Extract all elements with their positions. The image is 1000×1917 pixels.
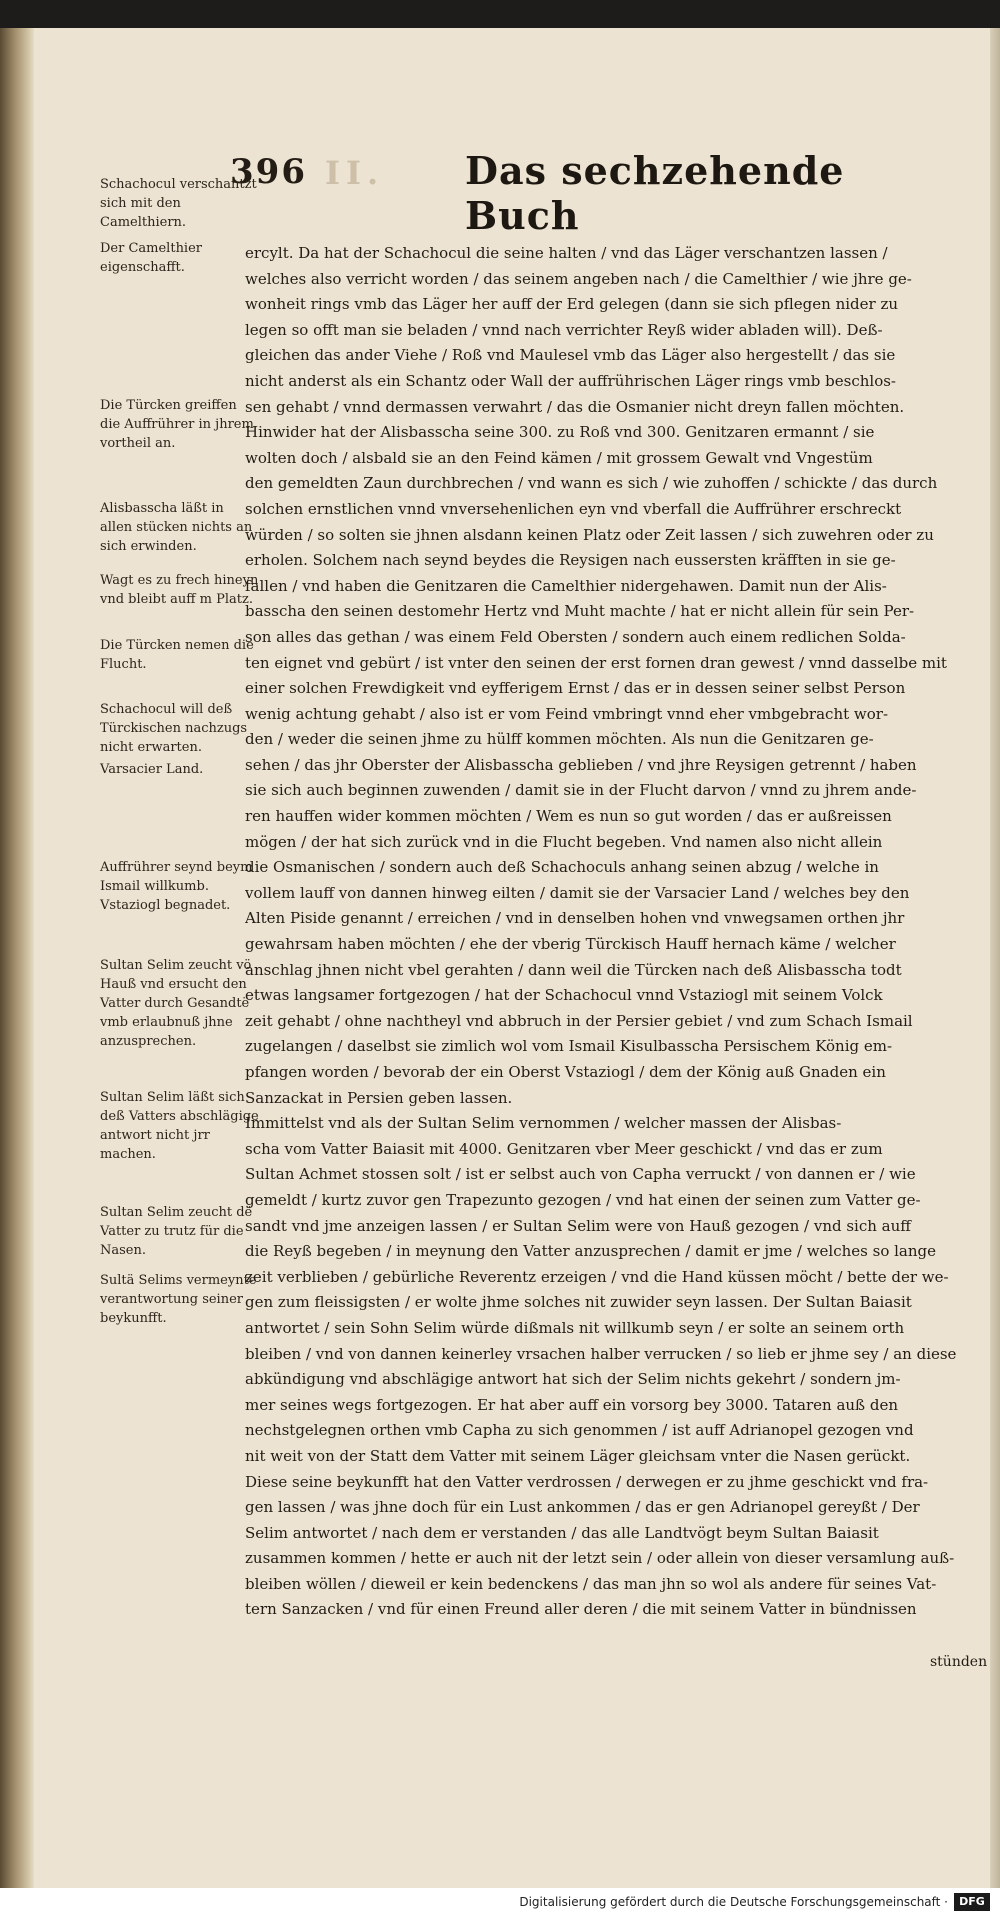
text-line: antwortet / sein Sohn Selim würde dißmals nit willkumb seyn / er solte an seinem orth — [245, 1318, 905, 1337]
text-line: den / weder die seinen jhme zu hülff kommen möchten. Als nun die Genitzaren ge- — [245, 730, 874, 749]
text-line: Immittelst vnd als der Sultan Selim vernommen / welcher massen der Alisbas- — [245, 1114, 842, 1133]
text-line: wonheit rings vmb das Läger her auff der Erd gelegen (dann sie sich pflegen nider zu — [245, 295, 899, 314]
text-line: gen zum fleissigsten / er wolte jhme solches nit zuwider seyn lassen. Der Sultan Baiasit — [245, 1293, 912, 1312]
marginal-note: Sultan Selim zeucht vö Hauß vnd ersucht den Vatter durch Gesandtë vmb erlaubnuß jhne anzusprechen. — [100, 958, 252, 1049]
text-line: ercylt. Da hat der Schachocul die seine halten / vnd das Läger verschantzen lassen / — [245, 244, 888, 262]
marginal-note: Wagt es zu frech hineyn vnd bleibt auff m Platz. — [100, 573, 259, 607]
text-line: gemeldt / kurtz zuvor gen Trapezunto gezogen / vnd hat einen der seinen zum Vatter ge- — [245, 1190, 921, 1209]
text-line: fallen / vnd haben die Genitzaren die Camelthier nidergehawen. Damit nun der Alis- — [245, 576, 887, 595]
marginal-note: Schachocul will deß Türckischen nachzugs nicht erwarten. — [100, 702, 248, 755]
text-line: basscha den seinen destomehr Hertz vnd Muht machte / hat er nicht allein für sein Per- — [245, 602, 915, 621]
text-line: nechstgelegnen orthen vmb Capha zu sich genommen / ist auff Adrianopel gezogen vnd — [245, 1421, 914, 1440]
text-line: welches also verricht worden / das seinem angeben nach / die Camelthier / wie jhre ge- — [245, 269, 912, 288]
text-line: die Reyß begeben / in meynung den Vatter anzusprechen / damit er jme / welches so lange — [245, 1242, 937, 1261]
text-line: anschlag jhnen nicht vbel gerahten / dann weil die Türcken nach deß Alisbasscha todt — [245, 960, 902, 979]
marginal-note: Varsacier Land. — [100, 762, 204, 777]
text-line: zeit gehabt / ohne nachtheyl vnd abbruch in der Persier gebiet / vnd zum Schach Ismail — [245, 1011, 913, 1030]
marginal-note: Die Türcken greiffen die Auffrührer in jhrem vortheil an. — [100, 398, 254, 451]
text-line: Sanzackat in Persien geben lassen. — [245, 1088, 513, 1107]
digitization-footer — [0, 1888, 1000, 1917]
marginal-note: Sultan Selim zeucht dë Vatter zu trutz für die Nasen. — [100, 1205, 253, 1258]
text-line: Alten Piside genannt / erreichen / vnd in denselben hohen vnd vnwegsamen orthen jhr — [245, 909, 905, 928]
text-line: wenig achtung gehabt / also ist er vom Feind vmbringt vnnd eher vmbgebracht wor- — [245, 704, 889, 723]
dfg-logo: DFG — [954, 1893, 990, 1911]
text-line: tern Sanzacken / vnd für einen Freund aller deren / die mit seinem Vatter in bündnissen — [245, 1600, 917, 1619]
text-line: legen so offt man sie beladen / vnnd nach verrichter Reyß wider abladen will). Deß- — [245, 320, 883, 339]
text-line: bleiben / vnd von dannen keinerley vrsachen halber verrucken / so lieb er jhme sey / an diese — [245, 1344, 957, 1363]
text-line: Hinwider hat der Alisbasscha seine 300. zu Roß vnd 300. Genitzaren ermannt / sie — [245, 423, 875, 442]
page-number: 396 — [230, 152, 307, 192]
body-text — [245, 241, 980, 1623]
marginal-note: Auffrührer seynd beym Ismail willkumb. Vstaziogl begnadet. — [100, 860, 253, 913]
text-line: zusammen kommen / hette er auch nit der letzt sein / oder allein von dieser versamlung auß- — [245, 1549, 955, 1568]
marginal-note: Alisbasscha läßt in allen stücken nichts an sich erwinden. — [100, 501, 253, 554]
text-line: son alles das gethan / was einem Feld Obersten / sondern auch einem redlichen Solda- — [245, 627, 906, 646]
text-line: sehen / das jhr Oberster der Alisbasscha geblieben / vnd jhre Reysigen getrennt / haben — [245, 755, 917, 774]
marginal-note: Schachocul verschantzt sich mit den Camelthiern. — [100, 177, 257, 230]
bleed-through-text: II. — [325, 154, 385, 192]
text-line: gleichen das ander Viehe / Roß vnd Maulesel vmb das Läger also hergestellt / das sie — [245, 346, 896, 365]
text-line: sie sich auch beginnen zuwenden / damit sie in der Flucht darvon / vnnd zu jhrem ande- — [245, 781, 917, 800]
text-line: mer seines wegs fortgezogen. Er hat aber auff ein vorsorg bey 3000. Tataren auß den — [245, 1395, 898, 1414]
text-line: würden / so solten sie jhnen alsdann keinen Platz oder Zeit lassen / sich zuwehren oder zu — [245, 525, 934, 544]
page-edge — [990, 28, 1000, 1888]
text-line: bleiben wöllen / dieweil er kein bedenckens / das man jhn so wol als andere für seines Vat- — [245, 1574, 937, 1593]
text-line: Diese seine beykunfft hat den Vatter verdrossen / derwegen er zu jhme geschickt vnd fra- — [245, 1472, 929, 1491]
text-line: zeit verblieben / gebürliche Reverentz erzeigen / vnd die Hand küssen möcht / bette der we- — [245, 1267, 949, 1286]
text-line: wolten doch / alsbald sie an den Feind kämen / mit grossem Gewalt vnd Vngestüm — [245, 448, 873, 467]
book-spine — [0, 28, 34, 1888]
text-line: ten eignet vnd gebürt / ist vnter den seinen der erst fornen dran gewest / vnnd dasselbe mit — [245, 653, 947, 672]
text-line: den gemeldten Zaun durchbrechen / vnd wann es sich / wie zuhoffen / schickte / das durch — [245, 474, 938, 493]
text-line: Sultan Achmet stossen solt / ist er selbst auch von Capha verruckt / von dannen er / wie — [245, 1165, 916, 1184]
text-line: Selim antwortet / nach dem er verstanden / das alle Landtvögt beym Sultan Baiasit — [245, 1523, 879, 1542]
text-line: erholen. Solchem nach seynd beydes die Reysigen nach eussersten kräfften in sie ge- — [245, 551, 896, 570]
text-line: ren hauffen wider kommen möchten / Wem es nun so gut worden / das er außreissen — [245, 807, 892, 826]
marginal-note: Sultan Selim läßt sich deß Vatters abschlägige antwort nicht jrr machen. — [100, 1090, 259, 1162]
text-line: sandt vnd jme anzeigen lassen / er Sultan Selim were von Hauß gezogen / vnd sich auff — [245, 1216, 911, 1235]
marginal-note: Die Türcken nemen die Flucht. — [100, 638, 254, 672]
text-line: abkündigung vnd abschlägige antwort hat sich der Selim nichts gekehrt / sondern jm- — [245, 1370, 901, 1389]
text-line: gen lassen / was jhne doch für ein Lust ankommen / das er gen Adrianopel gereyßt / Der — [245, 1498, 920, 1517]
text-line: zugelangen / daselbst sie zimlich wol vom Ismail Kisulbasscha Persischem König em- — [245, 1037, 893, 1056]
book-page — [0, 28, 1000, 1888]
page-header — [230, 146, 850, 238]
text-line: mögen / der hat sich zurück vnd in die Flucht begeben. Vnd namen also nicht allein — [245, 832, 883, 851]
text-line: vollem lauff von dannen hinweg eilten / damit sie der Varsacier Land / welches bey den — [245, 883, 910, 902]
text-line: nit weit von der Statt dem Vatter mit seinem Läger gleichsam vnter die Nasen gerückt. — [245, 1446, 911, 1465]
marginal-note: Der Camelthier eigenschafft. — [100, 241, 203, 275]
text-line: sen gehabt / vnnd dermassen verwahrt / das die Osmanier nicht dreyn fallen möchten. — [245, 397, 905, 416]
funding-credit: Digitalisierung gefördert durch die Deutsche Forschungsgemeinschaft · — [519, 1895, 948, 1909]
text-line: gewahrsam haben möchten / ehe der vberig Türckisch Hauff hernach käme / welcher — [245, 935, 896, 954]
text-line: solchen ernstlichen vnnd vnversehenlichen eyn vnd vberfall die Auffrührer erschreckt — [245, 499, 902, 518]
text-line: scha vom Vatter Baiasit mit 4000. Genitzaren vber Meer geschickt / vnd das er zum — [245, 1139, 883, 1158]
text-line: pfangen worden / bevorab der ein Oberst Vstaziogl / dem der König auß Gnaden ein — [245, 1063, 886, 1081]
catchword: stünden — [930, 1654, 988, 1670]
text-line: einer solchen Frewdigkeit vnd eyfferigem Ernst / das er in dessen seiner selbst Person — [245, 679, 906, 698]
text-line: nicht anderst als ein Schantz oder Wall der auffrührischen Läger rings vmb beschlos- — [245, 371, 896, 390]
text-line: die Osmanischen / sondern auch deß Schachoculs anhang seinen abzug / welche in — [245, 858, 879, 877]
text-line: etwas langsamer fortgezogen / hat der Schachocul vnnd Vstaziogl mit seinem Volck — [245, 986, 883, 1005]
running-title: Das sechzehende Buch — [465, 148, 845, 238]
marginal-note: Sultä Selims vermeynte verantwortung seiner beykunfft. — [100, 1273, 257, 1326]
